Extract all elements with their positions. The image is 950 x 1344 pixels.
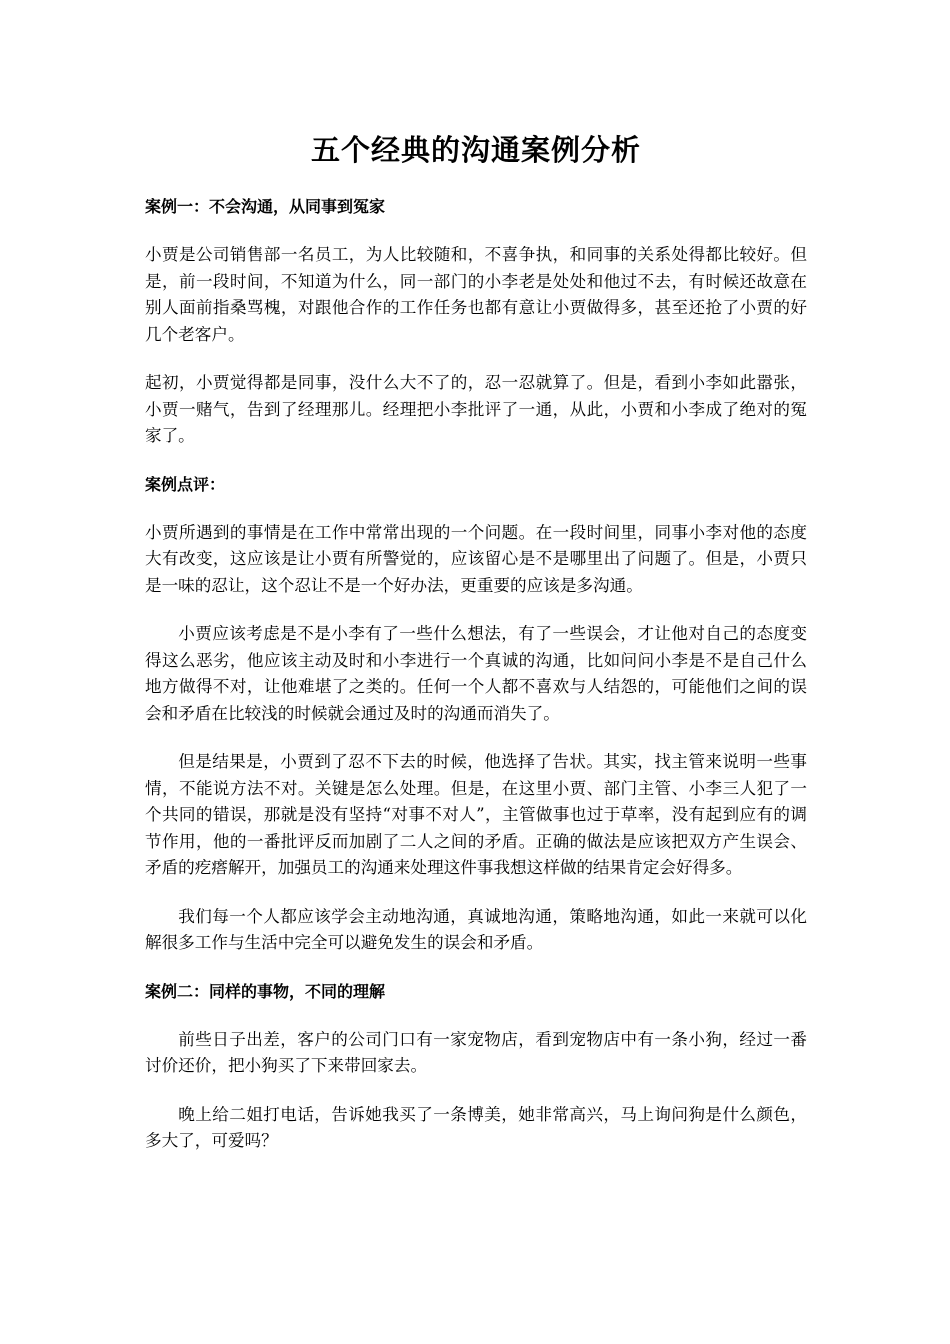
document-page: [145, 128, 807, 1177]
comment-heading: 案例点评：: [145, 474, 226, 494]
case2-paragraph-1: 前些日子出差，客户的公司门口有一家宠物店，看到宠物店中有一条小狗，经过一番讨价还价，把小狗买了下来带回家去。: [145, 1029, 807, 1075]
comment-paragraph-1: 小贾所遇到的事情是在工作中常常出现的一个问题。在一段时间里，同事小李对他的态度大有改变，这应该是让小贾有所警觉的，应该留心是不是哪里出了问题了。但是，小贾只是一味的忍让，这个忍让不是一个好办法，更重要的应该是多沟通。: [145, 522, 807, 595]
comment-paragraph-2: 小贾应该考虑是不是小李有了一些什么想法，有了一些误会，才让他对自己的态度变得这么恶劣，他应该主动及时和小李进行一个真诚的沟通，比如问问小李是不是自己什么地方做得不对，让他难堪了之类的。任何一个人都不喜欢与人结怨的，可能他们之间的误会和矛盾在比较浅的时候就会通过及时的沟通而消失了。: [145, 624, 807, 723]
case2-heading: 案例二：同样的事物，不同的理解: [145, 981, 386, 1001]
comment-paragraph-4: 我们每一个人都应该学会主动地沟通，真诚地沟通，策略地沟通，如此一来就可以化解很多工作与生活中完全可以避免发生的误会和矛盾。: [145, 906, 807, 952]
case1-paragraph-2: 起初，小贾觉得都是同事，没什么大不了的，忍一忍就算了。但是，看到小李如此嚣张，小贾一赌气，告到了经理那儿。经理把小李批评了一通，从此，小贾和小李成了绝对的冤家了。: [145, 373, 807, 445]
case1-paragraph-1: 小贾是公司销售部一名员工，为人比较随和，不喜争执，和同事的关系处得都比较好。但是，前一段时间，不知道为什么，同一部门的小李老是处处和他过不去，有时候还故意在别人面前指桑骂槐，对跟他合作的工作任务也都有意让小贾做得多，甚至还抢了小贾的好几个老客户。: [145, 245, 807, 344]
case1-heading: 案例一：不会沟通，从同事到冤家: [145, 197, 386, 216]
document-title: 五个经典的沟通案例分析: [310, 133, 641, 167]
comment-paragraph-3: 但是结果是，小贾到了忍不下去的时候，他选择了告状。其实，找主管来说明一些事情，不能说方法不对。关键是怎么处理。但是，在这里小贾、部门主管、小李三人犯了一个共同的错误，那就是没有坚持“对事不对人”，主管做事也过于草率，没有起到应有的调节作用，他的一番批评反而加剧了二人之间的矛盾。正确的做法是应该把双方产生误会、矛盾的疙瘩解开，加强员工的沟通来处理这件事我想这样做的结果肯定会好得多。: [145, 752, 807, 877]
case2-paragraph-2: 晚上给二姐打电话，告诉她我买了一条博美，她非常高兴，马上询问狗是什么颜色，多大了，可爱吗？: [145, 1104, 807, 1150]
